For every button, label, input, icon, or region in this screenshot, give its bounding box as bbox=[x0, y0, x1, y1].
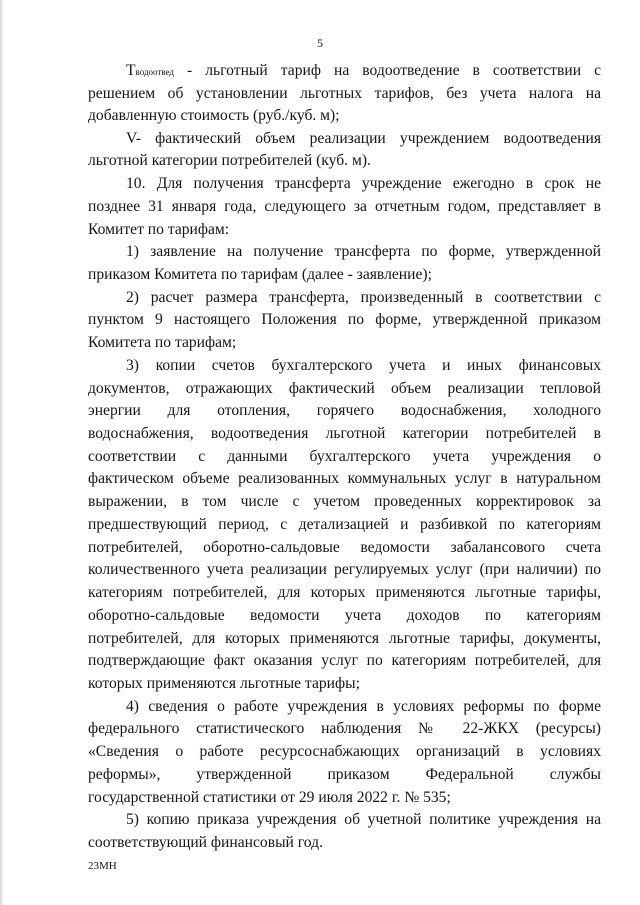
text-line: категориям потребителей, для которых применяются льготные тарифы, bbox=[88, 584, 601, 601]
text-line: 1) заявление на получение трансферта по форме, утвержденной bbox=[126, 243, 601, 260]
text-line: реформы», утвержденной приказом Федеральной службы bbox=[88, 766, 601, 783]
text-line: «Сведения о работе ресурсоснабжающих организаций в условиях bbox=[88, 743, 601, 760]
footer-code: 23МН bbox=[88, 860, 117, 872]
text-line: фактическом объеме реализованных коммунальных услуг в натуральном bbox=[88, 470, 601, 487]
text-line: потребителей, для которых применяются льготные тарифы, документы, bbox=[88, 630, 601, 647]
text-line: документов, отражающих фактический объем реализации тепловой bbox=[88, 380, 601, 397]
page-number: 5 bbox=[317, 36, 323, 50]
text-line: V- фактический объем реализации учреждением водоотведения bbox=[126, 130, 601, 147]
scan-edge bbox=[0, 0, 4, 905]
text-line: льготной категории потребителей (куб. м). bbox=[88, 152, 371, 169]
text-line: водоснабжения, водоотведения льготной категории потребителей в bbox=[88, 425, 601, 442]
text-line: которых применяются льготные тарифы; bbox=[88, 675, 360, 692]
formula-symbol: Tводоотвед bbox=[126, 62, 175, 79]
text-line: 5) копию приказа учреждения об учетной политике учреждения на bbox=[126, 811, 601, 828]
text-line: Tводоотвед - льготный тариф на водоотведение в соответствии с bbox=[126, 62, 601, 79]
text-line: оборотно-сальдовые ведомости учета доходов по категориям bbox=[88, 607, 601, 624]
text-line: решением об установлении льготных тарифов, без учета налога на bbox=[88, 85, 601, 102]
text-line: позднее 31 января года, следующего за отчетным годом, представляет в bbox=[88, 198, 601, 215]
text-line: федерального статистического наблюдения № 22-ЖКХ (ресурсы) bbox=[88, 720, 601, 737]
text-line: Комитета по тарифам; bbox=[88, 334, 237, 351]
text-line: соответствии с данными бухгалтерского учета учреждения о bbox=[88, 448, 601, 465]
text-line: 2) расчет размера трансферта, произведенный в соответствии с bbox=[126, 289, 601, 306]
text-line: подтверждающие факт оказания услуг по категориям потребителей, для bbox=[88, 652, 601, 669]
text-line: Комитет по тарифам: bbox=[88, 221, 230, 238]
text-line: добавленную стоимость (руб./куб. м); bbox=[88, 107, 340, 124]
text-line: приказом Комитета по тарифам (далее - заявление); bbox=[88, 266, 432, 283]
text-line: 3) копии счетов бухгалтерского учета и иных финансовых bbox=[126, 357, 601, 374]
text-line: пунктом 9 настоящего Положения по форме, утвержденной приказом bbox=[88, 311, 601, 328]
text-line: государственной статистики от 29 июля 2022 г. № 535; bbox=[88, 789, 451, 806]
text-line: 10. Для получения трансферта учреждение ежегодно в срок не bbox=[126, 175, 601, 192]
text-line: потребителей, оборотно-сальдовые ведомости забалансового счета bbox=[88, 539, 601, 556]
formula-subscript: водоотвед bbox=[135, 67, 175, 77]
text-line: количественного учета реализации регулируемых услуг (при наличии) по bbox=[88, 561, 601, 578]
text-line: энергии для отопления, горячего водоснабжения, холодного bbox=[88, 402, 601, 419]
text-line: выражении, в том числе с учетом проведенных корректировок за bbox=[88, 493, 601, 510]
text-line: соответствующий финансовый год. bbox=[88, 834, 323, 851]
text-line: 4) сведения о работе учреждения в условиях реформы по форме bbox=[126, 698, 601, 715]
text-line: предшествующий период, с детализацией и разбивкой по категориям bbox=[88, 516, 601, 533]
